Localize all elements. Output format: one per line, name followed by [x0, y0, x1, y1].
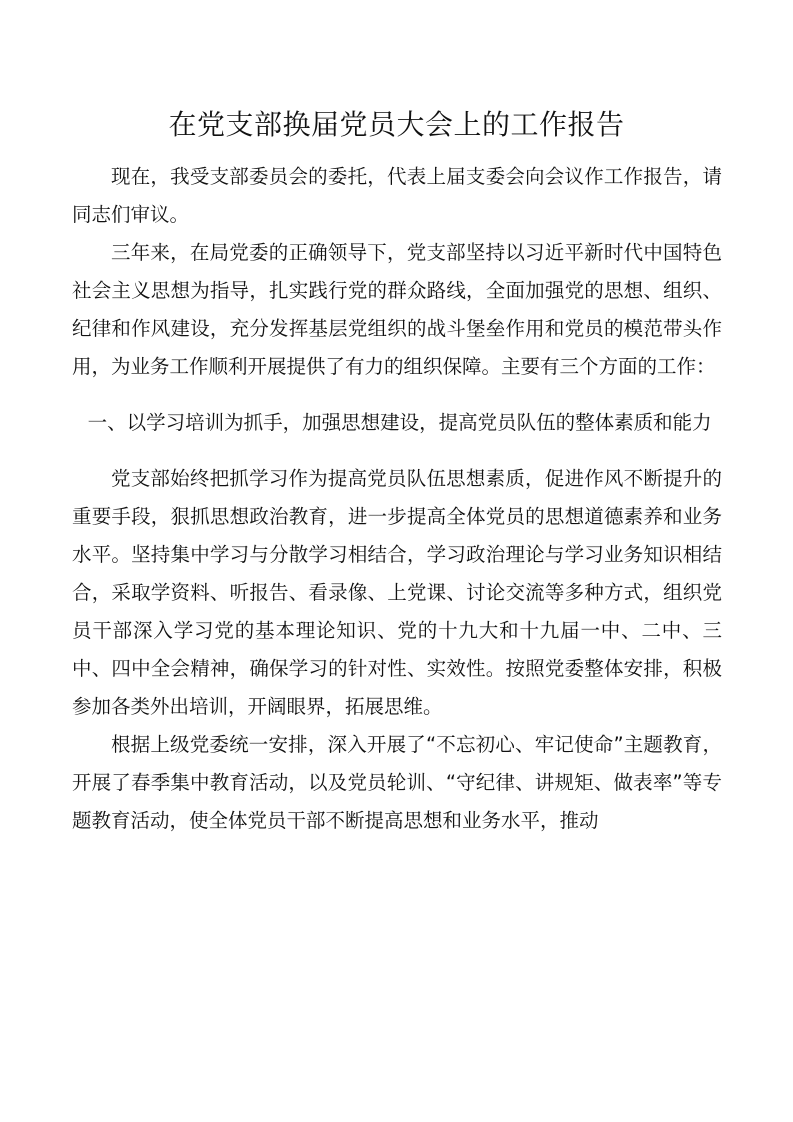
section-heading-1: 一、以学习培训为抓手，加强思想建设，提高党员队伍的整体素质和能力 [87, 411, 712, 434]
paragraph-intro: 现在，我受支部委员会的委托，代表上届支委会向会议作工作报告，请同志们审议。 [72, 165, 722, 226]
document-title: 在党支部换届党员大会上的工作报告 [168, 108, 625, 141]
paragraph-study: 党支部始终把抓学习作为提高党员队伍思想素质，促进作风不断提升的重要手段，狠抓思想政治教育，进一步提高全体党员的思想道德素养和业务水平。坚持集中学习与分散学习相结合，学习政治理论与学习业务知识相结合，采取学资料、听报告、看录像、上党课、讨论交流等多种方式，组织党员干部深入学习党的基本理论知识、党的十九大和十九届一中、二中、三中、四中全会精神，确保学习的针对性、实效性。按照党委整体安排，积极参加各类外出培训，开阔眼界，拓展思维。 [72, 467, 722, 718]
paragraph-education: 根据上级党委统一安排，深入开展了“不忘初心、牢记使命”主题教育，开展了春季集中教育活动，以及党员轮训、“守纪律、讲规矩、做表率”等专题教育活动，使全体党员干部不断提高思想和业务水平，推动 [72, 733, 722, 832]
paragraph-overview: 三年来，在局党委的正确领导下，党支部坚持以习近平新时代中国特色社会主义思想为指导，扎实践行党的群众路线，全面加强党的思想、组织、纪律和作风建设，充分发挥基层党组织的战斗堡垒作用和党员的模范带头作用，为业务工作顺利开展提供了有力的组织保障。主要有三个方面的工作： [72, 241, 722, 378]
document-body [72, 158, 722, 840]
